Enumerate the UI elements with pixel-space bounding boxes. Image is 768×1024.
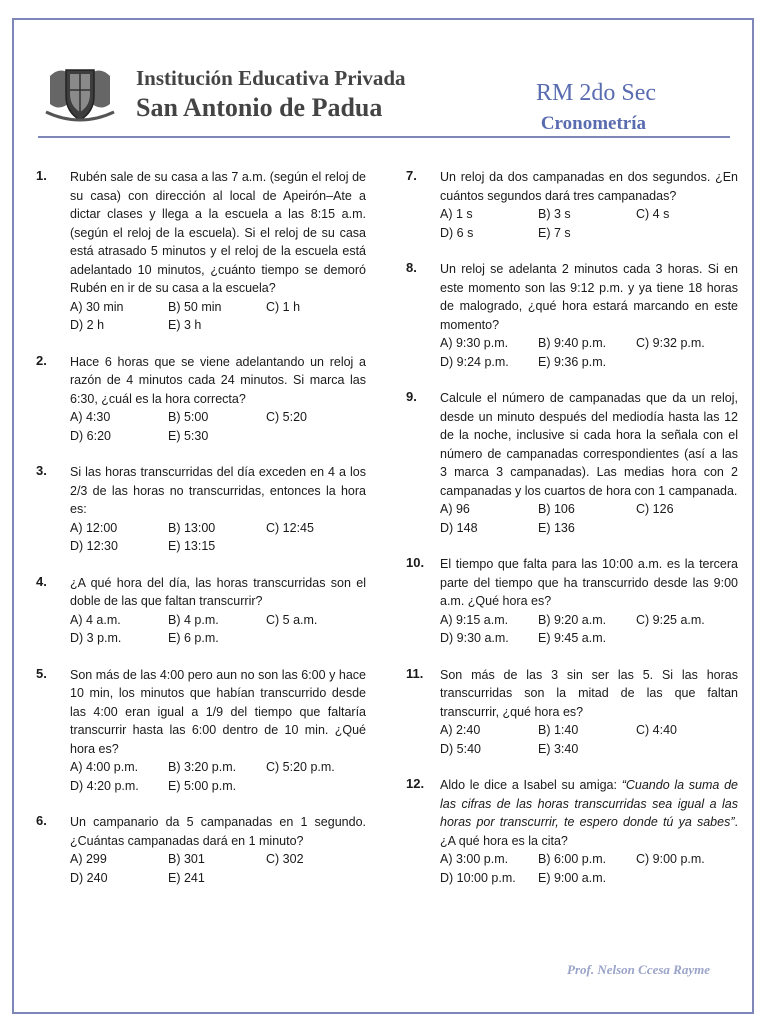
option-b: B) 9:40 p.m. bbox=[538, 336, 607, 350]
option-e: E) 9:45 a.m. bbox=[538, 631, 607, 645]
answer-options bbox=[70, 519, 366, 556]
option-e: E) 3 h bbox=[168, 318, 202, 332]
option-c: C) 302 bbox=[266, 852, 304, 866]
question-text: Hace 6 horas que se viene adelantando un reloj a razón de 4 minutos cada 24 minutos. Si marca las 6:30, ¿cuál es la hora correcta? bbox=[70, 354, 366, 406]
option-e: E) 3:40 bbox=[538, 741, 579, 756]
option-b: B) 3:20 p.m. bbox=[168, 760, 237, 774]
question-number: 12. bbox=[406, 776, 425, 791]
option-d: D) 240 bbox=[70, 870, 108, 885]
option-b: B) 301 bbox=[168, 852, 205, 866]
question-text: ¿A qué hora del día, las horas transcurridas son el doble de las que faltan transcurrir? bbox=[70, 575, 366, 608]
question-7 bbox=[406, 168, 738, 242]
question-text: Rubén sale de su casa a las 7 a.m. (según el reloj de su casa) con dirección al local de Apeirón–Ate a dictar clases y llega a la escuela a las 8:15 a.m. (según el reloj de la escuela). Si el reloj de su casa está atrasado 5 minutos y el reloj de la escuela está adelantado 10 minutos, ¿cuánto tiempo se demoró Rubén en ir de su casa a la escuela? bbox=[70, 170, 366, 295]
question-number: 9. bbox=[406, 389, 417, 404]
option-e: E) 136 bbox=[538, 520, 575, 535]
question-number: 3. bbox=[36, 463, 47, 478]
option-a: A) 4 a.m. bbox=[70, 612, 121, 627]
answer-options bbox=[440, 334, 738, 371]
option-c: C) 5:20 bbox=[266, 410, 307, 424]
option-b: B) 9:20 a.m. bbox=[538, 612, 607, 627]
option-e: E) 241 bbox=[168, 870, 205, 885]
option-e: E) 9:00 a.m. bbox=[538, 870, 607, 885]
question-10 bbox=[406, 555, 738, 648]
option-a: A) 9:15 a.m. bbox=[440, 612, 509, 627]
option-e: E) 5:30 bbox=[168, 428, 209, 443]
school-crest-logo bbox=[40, 62, 120, 126]
question-12 bbox=[406, 776, 738, 887]
answer-options bbox=[440, 205, 738, 242]
question-text: Son más de las 4:00 pero aun no son las 6:00 y hace 10 min, los minutos que habían transcurrido desde las 4:00 eran igual a 1/9 del tiempo que faltaría transcurrir hasta las 6:00 dentro de 10 min. ¿Qué hora es? bbox=[70, 667, 366, 756]
option-a: A) 4:30 bbox=[70, 410, 111, 424]
question-9 bbox=[406, 389, 738, 537]
option-b: B) 50 min bbox=[168, 299, 222, 314]
question-text-end: . ¿A qué hora es la cita? bbox=[440, 815, 738, 848]
question-text: Si las horas transcurridas del día exceden en 4 a los 2/3 de las horas no transcurridas, entonces la hora es: bbox=[70, 465, 366, 516]
answer-options bbox=[70, 611, 366, 648]
question-number: 1. bbox=[36, 168, 47, 183]
question-number: 2. bbox=[36, 352, 47, 368]
option-d: D) 3 p.m. bbox=[70, 631, 122, 645]
option-a: A) 9:30 p.m. bbox=[440, 336, 509, 350]
option-e: E) 9:36 p.m. bbox=[538, 354, 607, 369]
option-a: A) 12:00 bbox=[70, 520, 118, 535]
answer-options bbox=[440, 721, 738, 758]
question-text-quote: “Cuando la suma de las cifras de las horas transcurridas sea igual a las horas por transcurrir, te espero donde tú ya sabes” bbox=[440, 778, 738, 829]
option-b: B) 13:00 bbox=[168, 520, 216, 535]
option-e: E) 7 s bbox=[538, 225, 571, 240]
option-c: C) 5 a.m. bbox=[266, 612, 318, 627]
option-c: C) 4:40 bbox=[636, 723, 677, 737]
question-number: 6. bbox=[36, 813, 47, 828]
question-5 bbox=[36, 666, 366, 796]
option-d: D) 10:00 p.m. bbox=[440, 870, 516, 885]
option-c: C) 9:00 p.m. bbox=[636, 852, 705, 866]
option-d: D) 6 s bbox=[440, 225, 474, 240]
option-a: A) 3:00 p.m. bbox=[440, 852, 509, 866]
author-signature: Prof. Nelson Ccesa Rayme bbox=[567, 962, 710, 977]
question-text: Son más de las 3 sin ser las 5. Si las horas transcurridas son la mitad de las que faltan transcurrir, ¿qué hora es? bbox=[440, 667, 738, 719]
question-number: 11. bbox=[406, 665, 424, 681]
answer-options bbox=[440, 611, 738, 648]
institution-name: San Antonio de Padua bbox=[136, 93, 383, 122]
option-b: B) 5:00 bbox=[168, 410, 209, 424]
option-a: A) 299 bbox=[70, 852, 107, 866]
option-c: C) 1 h bbox=[266, 299, 301, 314]
question-4 bbox=[36, 574, 366, 648]
option-d: D) 2 h bbox=[70, 318, 105, 332]
option-b: B) 1:40 bbox=[538, 723, 579, 737]
option-b: B) 106 bbox=[538, 502, 575, 516]
question-number: 10. bbox=[406, 555, 425, 570]
option-d: D) 12:30 bbox=[70, 539, 118, 553]
option-e: E) 6 p.m. bbox=[168, 631, 219, 645]
answer-options bbox=[440, 500, 738, 537]
question-text: Calcule el número de campanadas que da un reloj, desde un minuto después del mediodía hasta las 12 de la noche, inclusive si cada hora la señala con el número de campanadas correspondientes (así a las 3 marca 3 campanadas). Las medias hora con 2 campanadas y los cuartos de hora con 1 campanada. bbox=[440, 391, 738, 498]
option-a: A) 30 min bbox=[70, 299, 124, 314]
option-d: D) 5:40 bbox=[440, 741, 481, 756]
option-a: A) 96 bbox=[440, 502, 470, 516]
answer-options bbox=[440, 850, 738, 887]
option-d: D) 9:30 a.m. bbox=[440, 631, 509, 645]
option-d: D) 148 bbox=[440, 520, 478, 535]
option-c: C) 9:32 p.m. bbox=[636, 336, 705, 350]
course-title: RM 2do Sec bbox=[536, 80, 656, 106]
question-number: 7. bbox=[406, 168, 417, 183]
document-header bbox=[40, 60, 730, 140]
option-b: B) 4 p.m. bbox=[168, 612, 219, 627]
left-question-column bbox=[36, 168, 366, 887]
answer-options bbox=[70, 758, 366, 795]
option-c: C) 12:45 bbox=[266, 520, 314, 535]
option-b: B) 6:00 p.m. bbox=[538, 852, 607, 866]
option-c: C) 9:25 a.m. bbox=[636, 612, 705, 627]
option-c: C) 126 bbox=[636, 502, 674, 516]
question-text bbox=[440, 776, 738, 850]
question-text: Un campanario da 5 campanadas en 1 segundo. ¿Cuántas campanadas dará en 1 minuto? bbox=[70, 815, 366, 848]
answer-options bbox=[70, 850, 366, 887]
question-8 bbox=[406, 260, 738, 371]
option-c: C) 5:20 p.m. bbox=[266, 760, 335, 774]
question-6 bbox=[36, 813, 366, 887]
answer-options bbox=[70, 408, 366, 445]
option-e: E) 5:00 p.m. bbox=[168, 778, 237, 793]
option-d: D) 4:20 p.m. bbox=[70, 778, 139, 793]
question-11 bbox=[406, 666, 738, 759]
option-d: D) 6:20 bbox=[70, 428, 111, 443]
option-b: B) 3 s bbox=[538, 207, 571, 221]
question-number: 4. bbox=[36, 573, 47, 589]
option-d: D) 9:24 p.m. bbox=[440, 354, 509, 369]
question-text: Un reloj se adelanta 2 minutos cada 3 horas. Si en este momento son las 9:12 p.m. y ya tiene 18 horas de malogrado, ¿qué hora estará marcando en este momento? bbox=[440, 262, 738, 332]
header-divider bbox=[38, 136, 730, 138]
option-a: A) 4:00 p.m. bbox=[70, 760, 139, 774]
right-question-column bbox=[406, 168, 738, 887]
option-a: A) 2:40 bbox=[440, 723, 481, 737]
question-3 bbox=[36, 463, 366, 556]
option-a: A) 1 s bbox=[440, 207, 473, 221]
question-text: Un reloj da dos campanadas en dos segundos. ¿En cuántos segundos dará tres campanadas? bbox=[440, 170, 738, 203]
institution-type: Institución Educativa Privada bbox=[136, 66, 406, 90]
topic-title: Cronometría bbox=[540, 113, 646, 134]
option-e: E) 13:15 bbox=[168, 539, 216, 553]
question-text: El tiempo que falta para las 10:00 a.m. es la tercera parte del tiempo que ha transcurrido desde las 9:00 a.m. ¿Qué hora es? bbox=[440, 557, 738, 608]
question-text-intro: Aldo le dice a Isabel su amiga: bbox=[440, 778, 622, 792]
question-2 bbox=[36, 353, 366, 446]
answer-options bbox=[70, 298, 366, 335]
question-number: 8. bbox=[406, 260, 417, 275]
question-number: 5. bbox=[36, 665, 47, 681]
question-1 bbox=[36, 168, 366, 335]
option-c: C) 4 s bbox=[636, 207, 670, 221]
